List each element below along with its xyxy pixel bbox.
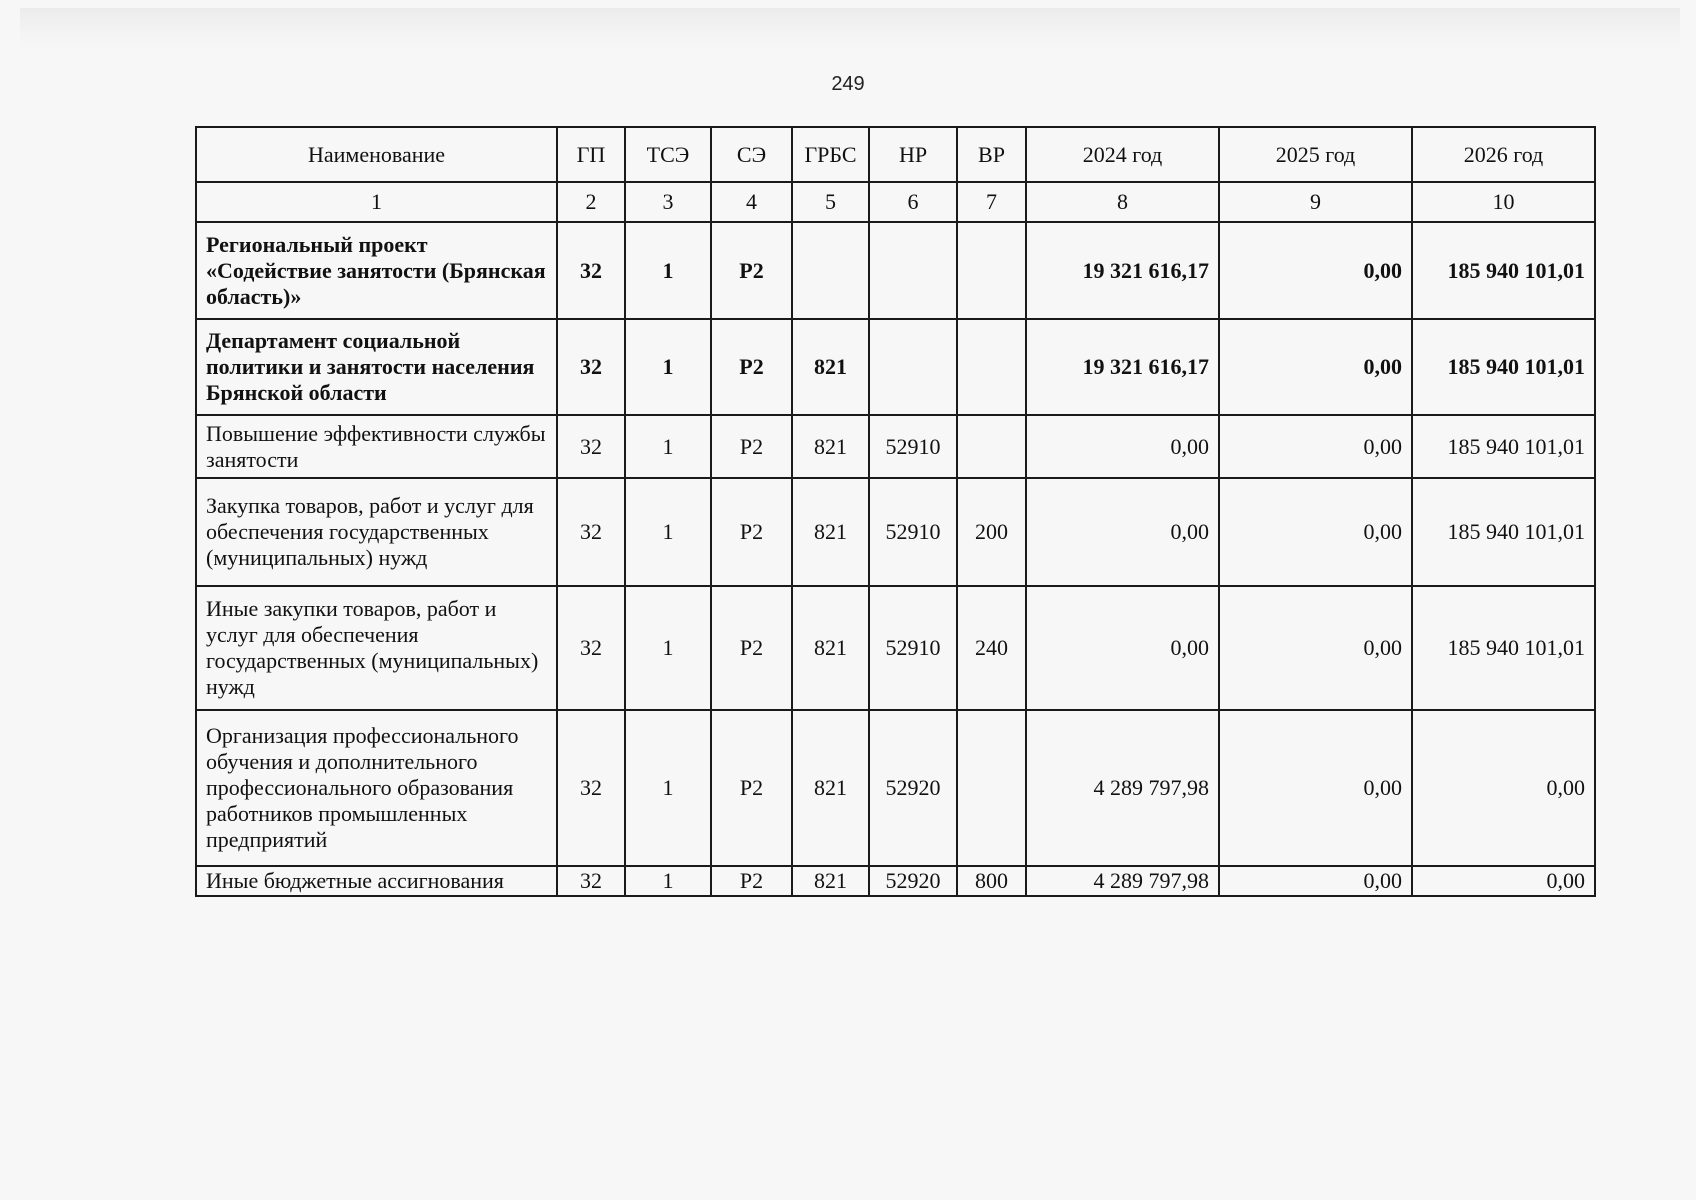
cell-se: Р2 [711,478,792,586]
col-header-grbs: ГРБС [792,127,869,182]
cell-grbs: 821 [792,319,869,415]
cell-nr [869,222,957,319]
column-number: 5 [792,182,869,222]
budget-table [195,126,1596,897]
column-number: 6 [869,182,957,222]
table-row [196,866,1595,896]
cell-gp: 32 [557,866,625,896]
cell-2026: 185 940 101,01 [1412,319,1595,415]
column-number: 7 [957,182,1026,222]
cell-gp: 32 [557,222,625,319]
table-row [196,478,1595,586]
cell-2025: 0,00 [1219,222,1412,319]
cell-nr [869,319,957,415]
cell-tse: 1 [625,319,711,415]
cell-2025: 0,00 [1219,710,1412,866]
column-number: 8 [1026,182,1219,222]
cell-vr: 200 [957,478,1026,586]
column-number: 10 [1412,182,1595,222]
col-header-gp: ГП [557,127,625,182]
row-name: Иные бюджетные ассигнования [196,866,557,896]
row-name: Закупка товаров, работ и услуг для обеспечения государственных (муниципальных) нужд [196,478,557,586]
cell-se: Р2 [711,866,792,896]
cell-grbs: 821 [792,710,869,866]
cell-2025: 0,00 [1219,319,1412,415]
cell-vr [957,222,1026,319]
col-header-se: СЭ [711,127,792,182]
row-name: Организация профессионального обучения и дополнительного профессионального образования работников промышленных предприятий [196,710,557,866]
cell-vr: 800 [957,866,1026,896]
header-row [196,127,1595,182]
cell-nr: 52910 [869,478,957,586]
col-header-2026: 2026 год [1412,127,1595,182]
row-name: Повышение эффективности службы занятости [196,415,557,478]
cell-se: Р2 [711,415,792,478]
cell-tse: 1 [625,415,711,478]
column-number: 2 [557,182,625,222]
table-row [196,415,1595,478]
row-name: Иные закупки товаров, работ и услуг для обеспечения государственных (муниципальных) нужд [196,586,557,710]
cell-gp: 32 [557,586,625,710]
cell-2026: 185 940 101,01 [1412,415,1595,478]
cell-se: Р2 [711,222,792,319]
cell-vr: 240 [957,586,1026,710]
cell-se: Р2 [711,586,792,710]
cell-2024: 4 289 797,98 [1026,710,1219,866]
table-row [196,319,1595,415]
column-number: 4 [711,182,792,222]
cell-grbs: 821 [792,586,869,710]
cell-2026: 0,00 [1412,866,1595,896]
cell-2026: 185 940 101,01 [1412,222,1595,319]
cell-2024: 0,00 [1026,415,1219,478]
cell-grbs [792,222,869,319]
cell-vr [957,710,1026,866]
column-number: 9 [1219,182,1412,222]
cell-gp: 32 [557,415,625,478]
cell-2026: 0,00 [1412,710,1595,866]
table-row [196,586,1595,710]
cell-gp: 32 [557,478,625,586]
cell-nr: 52910 [869,415,957,478]
cell-grbs: 821 [792,866,869,896]
column-number: 1 [196,182,557,222]
scan-shadow [20,8,1680,48]
cell-gp: 32 [557,710,625,866]
cell-tse: 1 [625,478,711,586]
table-row [196,710,1595,866]
cell-grbs: 821 [792,415,869,478]
cell-2024: 0,00 [1026,586,1219,710]
cell-se: Р2 [711,319,792,415]
cell-2025: 0,00 [1219,866,1412,896]
cell-nr: 52920 [869,710,957,866]
col-header-2025: 2025 год [1219,127,1412,182]
column-number-row [196,182,1595,222]
table-row [196,222,1595,319]
col-header-name: Наименование [196,127,557,182]
cell-2024: 4 289 797,98 [1026,866,1219,896]
cell-2026: 185 940 101,01 [1412,586,1595,710]
cell-tse: 1 [625,586,711,710]
col-header-tse: ТСЭ [625,127,711,182]
cell-2024: 19 321 616,17 [1026,222,1219,319]
cell-vr [957,319,1026,415]
cell-2024: 0,00 [1026,478,1219,586]
page-number: 249 [831,73,865,95]
column-number: 3 [625,182,711,222]
cell-tse: 1 [625,710,711,866]
cell-nr: 52920 [869,866,957,896]
cell-se: Р2 [711,710,792,866]
row-name: Региональный проект «Содействие занятости (Брянская область)» [196,222,557,319]
cell-2024: 19 321 616,17 [1026,319,1219,415]
col-header-2024: 2024 год [1026,127,1219,182]
row-name: Департамент социальной политики и занятости населения Брянской области [196,319,557,415]
cell-2025: 0,00 [1219,415,1412,478]
cell-tse: 1 [625,866,711,896]
cell-gp: 32 [557,319,625,415]
cell-2025: 0,00 [1219,586,1412,710]
cell-nr: 52910 [869,586,957,710]
col-header-nr: НР [869,127,957,182]
cell-2025: 0,00 [1219,478,1412,586]
cell-vr [957,415,1026,478]
col-header-vr: ВР [957,127,1026,182]
cell-2026: 185 940 101,01 [1412,478,1595,586]
cell-grbs: 821 [792,478,869,586]
cell-tse: 1 [625,222,711,319]
